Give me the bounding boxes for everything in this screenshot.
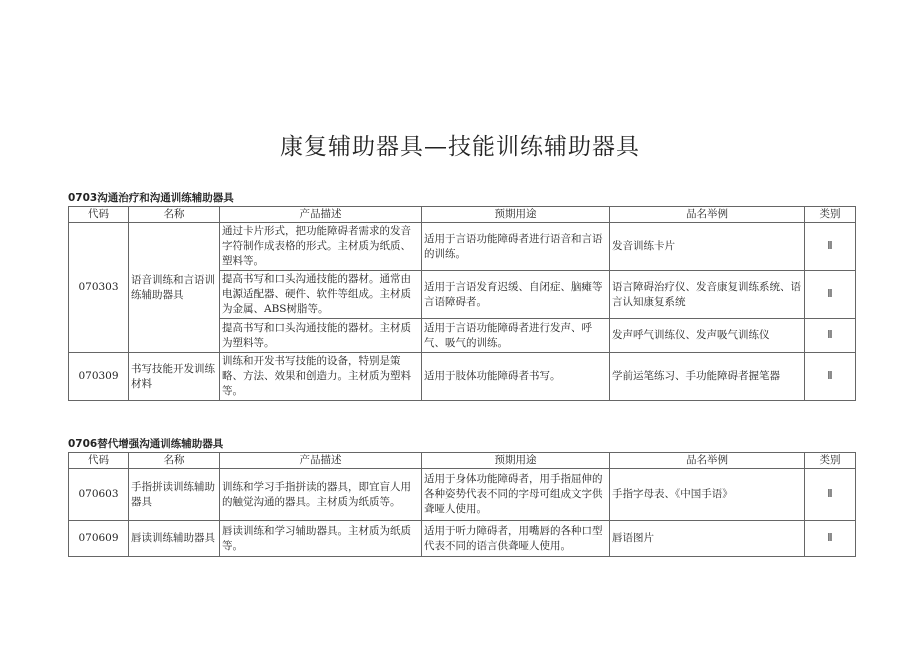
row-code: 070603 (69, 469, 129, 521)
row-description: 训练和开发书写技能的设备，特别是策略、方法、效果和创造力。主材质为塑料等。 (220, 353, 422, 401)
row-examples: 唇语图片 (610, 521, 805, 557)
row-examples: 发声呼气训练仪、发声吸气训练仪 (610, 319, 805, 353)
row-name: 唇读训练辅助器具 (129, 521, 220, 557)
table-row (69, 521, 856, 557)
table-header-row (69, 207, 856, 223)
table-0703 (68, 206, 856, 401)
row-code: 070609 (69, 521, 129, 557)
row-code: 070303 (69, 223, 129, 353)
section-heading-0703: 0703沟通治疗和沟通训练辅助器具 (68, 192, 234, 204)
table-header-row (69, 453, 856, 469)
row-description: 提高书写和口头沟通技能的器材。通常由电源适配器、硬件、软件等组成。主材质为金属、ABS树脂等。 (220, 271, 422, 319)
row-description: 通过卡片形式，把功能障碍者需求的发音字符制作成表格的形式。主材质为纸质、塑料等。 (220, 223, 422, 271)
header-name: 名称 (129, 453, 220, 469)
header-examples: 品名举例 (610, 453, 805, 469)
row-class: Ⅱ (805, 521, 856, 557)
page-title: 康复辅助器具—技能训练辅助器具 (280, 134, 640, 160)
row-class: Ⅱ (805, 319, 856, 353)
header-intended-use: 预期用途 (422, 207, 610, 223)
row-class: Ⅱ (805, 223, 856, 271)
table-row (69, 353, 856, 401)
row-examples: 语言障碍治疗仪、发音康复训练系统、语言认知康复系统 (610, 271, 805, 319)
row-class: Ⅱ (805, 469, 856, 521)
row-examples: 学前运笔练习、手功能障碍者握笔器 (610, 353, 805, 401)
row-name: 手指拼读训练辅助器具 (129, 469, 220, 521)
row-intended-use: 适用于言语功能障碍者进行语音和言语的训练。 (422, 223, 610, 271)
row-description: 提高书写和口头沟通技能的器材。主材质为塑料等。 (220, 319, 422, 353)
row-class: Ⅱ (805, 271, 856, 319)
header-intended-use: 预期用途 (422, 453, 610, 469)
row-intended-use: 适用于肢体功能障碍者书写。 (422, 353, 610, 401)
row-name: 语音训练和言语训练辅助器具 (129, 223, 220, 353)
table-row (69, 223, 856, 271)
table-0706 (68, 452, 856, 557)
header-description: 产品描述 (220, 453, 422, 469)
header-code: 代码 (69, 207, 129, 223)
row-code: 070309 (69, 353, 129, 401)
header-description: 产品描述 (220, 207, 422, 223)
section-heading-0706: 0706替代增强沟通训练辅助器具 (68, 438, 224, 450)
header-class: 类别 (805, 453, 856, 469)
header-examples: 品名举例 (610, 207, 805, 223)
row-examples: 手指字母表、《中国手语》 (610, 469, 805, 521)
row-description: 唇读训练和学习辅助器具。主材质为纸质等。 (220, 521, 422, 557)
row-name: 书写技能开发训练材料 (129, 353, 220, 401)
row-intended-use: 适用于听力障碍者，用嘴唇的各种口型代表不同的语言供聋哑人使用。 (422, 521, 610, 557)
header-code: 代码 (69, 453, 129, 469)
header-class: 类别 (805, 207, 856, 223)
header-name: 名称 (129, 207, 220, 223)
row-intended-use: 适用于身体功能障碍者，用手指屈伸的各种姿势代表不同的字母可组成文字供聋哑人使用。 (422, 469, 610, 521)
row-intended-use: 适用于言语发育迟缓、自闭症、脑瘫等言语障碍者。 (422, 271, 610, 319)
row-description: 训练和学习手指拼读的器具，即宜盲人用的触觉沟通的器具。主材质为纸质等。 (220, 469, 422, 521)
row-intended-use: 适用于言语功能障碍者进行发声、呼气、吸气的训练。 (422, 319, 610, 353)
row-examples: 发音训练卡片 (610, 223, 805, 271)
table-row (69, 469, 856, 521)
row-class: Ⅱ (805, 353, 856, 401)
